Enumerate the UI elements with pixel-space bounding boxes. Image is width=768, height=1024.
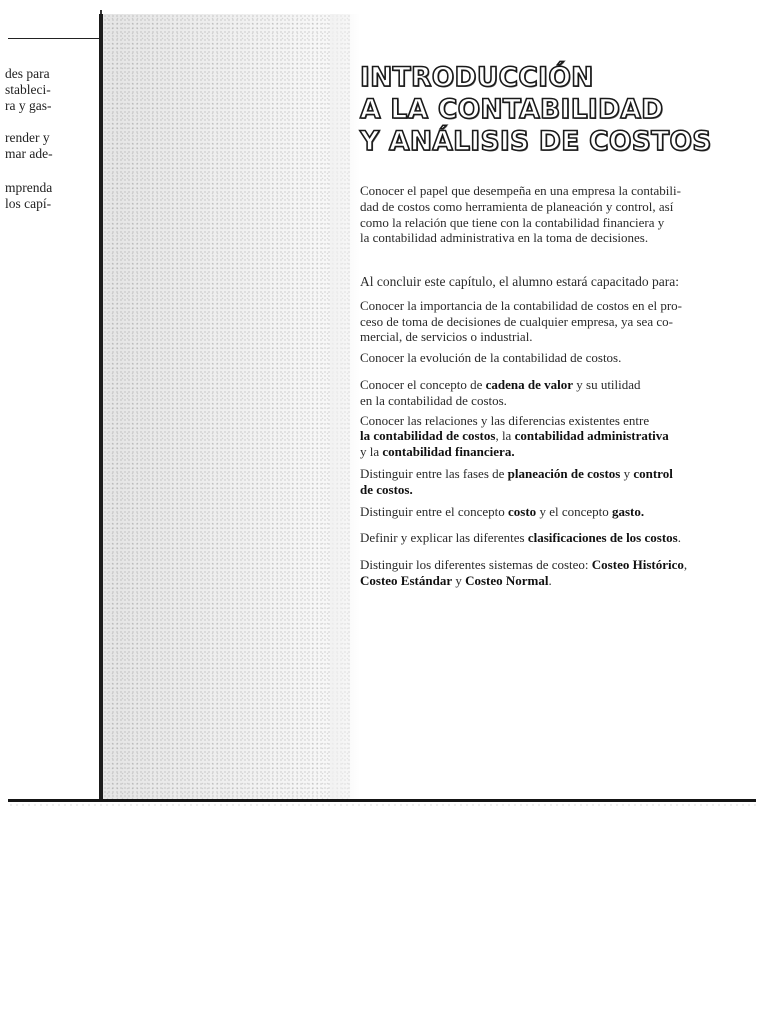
objective-text: y xyxy=(452,572,466,588)
objective-text: Definir y explicar las diferentes xyxy=(360,530,528,546)
objectives-lead: Al concluir este capítulo, el alumno estará capacitado para: xyxy=(360,274,679,289)
left-fragment-line: des para xyxy=(5,66,50,81)
intro-line: como la relación que tiene con la contabilidad financiera y xyxy=(360,214,665,230)
objective-line xyxy=(360,557,725,573)
objective-line xyxy=(360,530,725,546)
chapter-intro xyxy=(360,183,720,246)
objective-item xyxy=(360,466,725,498)
objective-text: y la xyxy=(360,444,383,460)
objective-key-term: planeación de costos xyxy=(507,465,621,481)
objective-key-term: cadena de valor xyxy=(485,376,574,392)
scan-noise xyxy=(8,803,756,807)
objective-line xyxy=(360,466,725,482)
stippled-margin-panel xyxy=(103,14,350,800)
objective-line: ceso de toma de decisiones de cualquier empresa, ya sea co- xyxy=(360,313,673,329)
objective-key-term: gasto. xyxy=(612,503,645,519)
objective-item xyxy=(360,557,725,589)
learning-objectives xyxy=(360,274,725,589)
chapter-title xyxy=(360,62,720,158)
objective-text: . xyxy=(677,530,681,546)
objective-text: y xyxy=(620,465,634,481)
stippled-fade-edge xyxy=(330,14,360,800)
objective-key-term: Costeo Estándar xyxy=(360,572,453,588)
objective-text: Distinguir entre las fases de xyxy=(360,465,508,481)
intro-line: la contabilidad administrativa en la toma de decisiones. xyxy=(360,230,649,246)
intro-line: dad de costos como herramienta de planeación y control, así xyxy=(360,198,674,214)
objective-key-term: Costeo Histórico xyxy=(591,557,684,573)
objective-key-term: la contabilidad de costos xyxy=(360,428,496,444)
objective-item xyxy=(360,530,725,546)
objective-line xyxy=(360,444,725,460)
objective-key-term: control xyxy=(633,465,673,481)
objective-key-term: Costeo Normal xyxy=(465,572,549,588)
objective-text: y su utilidad xyxy=(573,376,641,392)
chapter-title-line: INTRODUCCIÓN xyxy=(360,62,594,93)
objective-item xyxy=(360,298,725,345)
objective-text: Conocer el concepto de xyxy=(360,376,486,392)
left-fragment-line: stableci- xyxy=(5,82,51,97)
objective-key-term: contabilidad administrativa xyxy=(514,428,669,444)
objective-text: , xyxy=(683,557,688,573)
objective-item xyxy=(360,350,725,366)
left-fragment-line: mar ade- xyxy=(5,146,53,161)
left-fragment-line: render y xyxy=(5,130,50,145)
objective-line: en la contabilidad de costos. xyxy=(360,392,507,408)
objective-text: y el concepto xyxy=(536,503,612,519)
objective-line: mercial, de servicios o industrial. xyxy=(360,329,533,345)
left-fragment-line: los capí- xyxy=(5,196,52,211)
objective-line: Conocer la importancia de la contabilidad de costos en el pro- xyxy=(360,297,682,313)
objective-text: . xyxy=(511,444,515,460)
objective-text: Distinguir los diferentes sistemas de costeo: xyxy=(360,557,592,573)
objective-key-term: contabilidad financiera xyxy=(382,444,512,460)
objective-key-term: clasificaciones de los costos xyxy=(527,530,678,546)
objective-key-term: de costos xyxy=(360,481,410,497)
objective-item xyxy=(360,413,725,460)
objective-text: . xyxy=(548,572,552,588)
chapter-title-line: Y ANÁLISIS DE COSTOS xyxy=(360,126,712,157)
objective-line: Conocer las relaciones y las diferencias existentes entre xyxy=(360,412,650,428)
objective-line xyxy=(360,428,725,444)
chapter-title-line: A LA CONTABILIDAD xyxy=(360,94,664,125)
objective-line xyxy=(360,377,725,393)
objective-key-term: costo xyxy=(508,503,537,519)
objective-text: Distinguir entre el concepto xyxy=(360,503,509,519)
top-left-rule xyxy=(8,38,100,39)
bottom-rule xyxy=(8,799,756,802)
intro-line: Conocer el papel que desempeña en una empresa la contabili- xyxy=(360,183,681,198)
left-fragment-line: mprenda xyxy=(5,180,53,195)
objective-line xyxy=(360,504,725,520)
objective-line: Conocer la evolución de la contabilidad de costos. xyxy=(360,350,622,366)
objective-line xyxy=(360,482,725,498)
objective-text: . xyxy=(409,481,413,497)
objective-item xyxy=(360,377,725,409)
objective-line xyxy=(360,573,725,589)
left-fragment-line: ra y gas- xyxy=(5,98,52,113)
objective-text: , la xyxy=(495,428,515,444)
objective-item xyxy=(360,504,725,520)
